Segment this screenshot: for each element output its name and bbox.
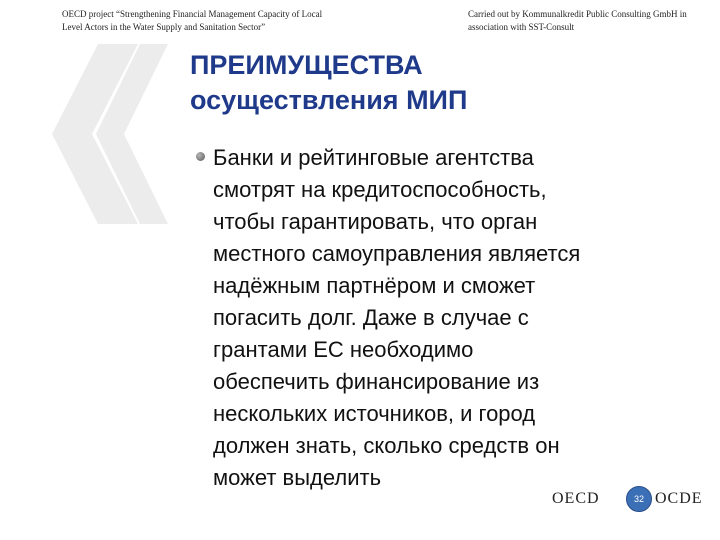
header-contractor-text (468, 8, 718, 34)
bullet-line: местного самоуправления является (213, 241, 581, 266)
bullet-line: грантами ЕС необходимо (213, 337, 474, 362)
bullet-paragraph (213, 142, 693, 494)
slide-title-line-2: осуществления МИП (190, 85, 468, 115)
round-bullet-icon (196, 152, 205, 161)
large-guillemet-icon (40, 44, 170, 224)
bullet-line: погасить долг. Даже в случае с (213, 305, 529, 330)
oecd-logo (552, 486, 702, 512)
header-right-line-1: Carried out by Kommunalkredit Public Consulting GmbH in (468, 9, 687, 19)
bullet-line: нескольких источников, и город (213, 401, 536, 426)
page-number-badge (626, 486, 652, 512)
header-left-line-1: OECD project “Strengthening Financial Management Capacity of Local (62, 9, 323, 19)
bullet-line: смотрят на кредитоспособность, (213, 177, 547, 202)
bullet-line: обеспечить финансирование из (213, 369, 540, 394)
bullet-line: Банки и рейтинговые агентства (213, 145, 534, 170)
logo-oecd-text: OECD (552, 490, 600, 507)
page-number: 32 (633, 494, 644, 504)
slide-title-line-1: ПРЕИМУЩЕСТВА (190, 50, 423, 80)
header-right-line-2: association with SST-Consult (468, 22, 575, 32)
slide-title (190, 48, 690, 118)
bullet-line: надёжным партнёром и сможет (213, 273, 536, 298)
logo-ocde-text: OCDE (655, 490, 703, 507)
bullet-line: может выделить (213, 465, 382, 490)
bullet-line: чтобы гарантировать, что орган (213, 209, 538, 234)
bullet-line: должен знать, сколько средств он (213, 433, 560, 458)
header-project-text (62, 8, 392, 34)
header-left-line-2: Level Actors in the Water Supply and Sanitation Sector” (62, 22, 266, 32)
